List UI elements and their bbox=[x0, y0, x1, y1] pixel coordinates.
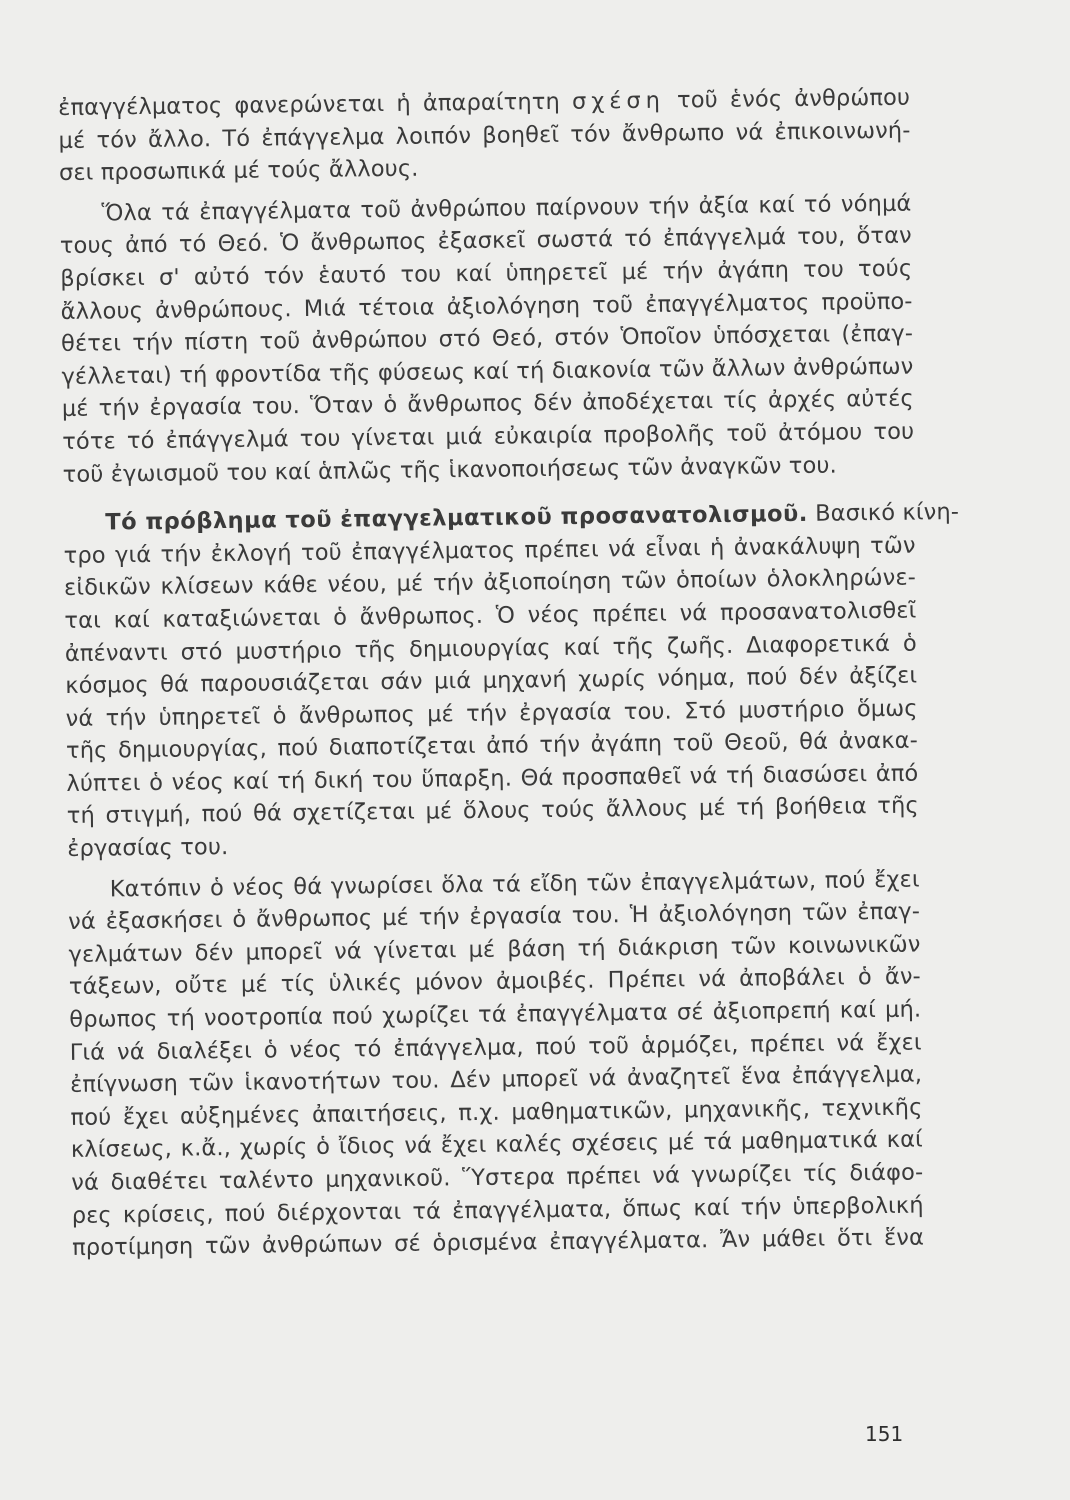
text-line: τότε τό ἐπάγγελμά του γίνεται μιά εὐκαιρία προβολῆς τοῦ ἀτόμου του bbox=[62, 418, 915, 455]
text-line: τάξεων, οὔτε μέ τίς ὑλικές μόνον ἀμοιβές. Πρέπει νά ἀποβάλει ὁ ἄν- bbox=[68, 963, 922, 1001]
text-line: νά τήν ὑπηρετεῖ ὁ ἄνθρωπος μέ τήν ἐργασία του. Στό μυστήριο ὅμως bbox=[65, 695, 918, 732]
text-line: βρίσκει σ' αὐτό τόν ἑαυτό του καί ὑπηρετεῖ μέ τήν ἀγάπη του τούς bbox=[60, 255, 913, 292]
text-line: τρο γιά τήν ἐκλογή τοῦ ἐπαγγέλματος πρέπει νά εἶναι ἡ ἀνακάλυψη τῶν bbox=[63, 532, 916, 569]
text-line: νά ἐξασκήσει ὁ ἄνθρωπος μέ τήν ἐργασία του. Ἡ ἀξιολόγηση τῶν ἐπαγ- bbox=[67, 898, 921, 936]
text-line: ἐπαγγέλματος φανερώνεται ἡ ἀπαραίτητη σχέση τοῦ ἑνός ἀνθρώπου bbox=[58, 84, 911, 121]
text-line: πού ἔχει αὐξημένες ἀπαιτήσεις, π.χ. μαθηματικῶν, μηχανικῆς, τεχνικῆς bbox=[70, 1094, 923, 1131]
text-line: νά διαθέτει ταλέντο μηχανικοῦ. Ὕστερα πρέπει νά γνωρίζει τίς διάφο- bbox=[71, 1159, 924, 1196]
text-line: εἰδικῶν κλίσεων κάθε νέου, μέ τήν ἀξιοποίηση τῶν ὁποίων ὁλοκληρώνε- bbox=[63, 564, 917, 602]
text-line: Γιά νά διαλέξει ὁ νέος τό ἐπάγγελμα, πού τοῦ ἁρμόζει, πρέπει νά ἔχει bbox=[69, 1029, 922, 1066]
text-line: Ὅλα τά ἐπαγγέλματα τοῦ ἀνθρώπου παίρνουν τήν ἀξία καί τό νόημά bbox=[101, 190, 912, 227]
text-line: ρες κρίσεις, πού διέρχονται τά ἐπαγγέλματα, ὅπως καί τήν ὑπερβολική bbox=[71, 1192, 924, 1229]
page-number: 151 bbox=[865, 1422, 904, 1446]
text-line: θρωπος τή νοοτροπία πού χωρίζει τά ἐπαγγέλματα σέ ἀξιοπρεπή καί μή. bbox=[69, 996, 922, 1033]
text-line: τους ἀπό τό Θεό. Ὁ ἄνθρωπος ἐξασκεῖ σωστά τό ἐπάγγελμά του, ὅταν bbox=[59, 222, 912, 260]
text-line: ἀπέναντι στό μυστήριο τῆς δημιουργίας καί τῆς ζωῆς. Διαφορετικά ὁ bbox=[64, 630, 917, 667]
text-line: σει προσωπικά μέ τούς ἄλλους. bbox=[58, 155, 419, 187]
text-line: ἐπίγνωση τῶν ἱκανοτήτων του. Δέν μπορεῖ νά ἀναζητεῖ ἕνα ἐπάγγελμα, bbox=[69, 1061, 923, 1099]
text-line: ται καί καταξιώνεται ὁ ἄνθρωπος. Ὁ νέος πρέπει νά προσανατολισθεῖ bbox=[64, 597, 917, 634]
text-line: προτίμηση τῶν ἀνθρώπων σέ ὁρισμένα ἐπαγγέλματα. Ἄν μάθει ὅτι ἕνα bbox=[71, 1224, 925, 1262]
text-line: γελμάτων δέν μπορεῖ νά γίνεται μέ βάση τή διάκριση τῶν κοινωνικῶν bbox=[68, 931, 921, 968]
text-line: ἐργασίας του. bbox=[67, 834, 229, 863]
text-line: μέ τόν ἄλλο. Τό ἐπάγγελμα λοιπόν βοηθεῖ τόν ἄνθρωπο νά ἐπικοινωνή- bbox=[58, 117, 911, 154]
text-line: τοῦ ἐγωισμοῦ του καί ἁπλῶς τῆς ἱκανοποιήσεως τῶν ἀναγκῶν του. bbox=[62, 452, 838, 488]
text-line: Τό πρόβλημα τοῦ ἐπαγγελματικοῦ προσανατολισμοῦ. Βασικό κίνη- bbox=[105, 499, 960, 536]
text-line: τή στιγμή, πού θά σχετίζεται μέ ὅλους τούς ἄλλους μέ τή βοήθεια τῆς bbox=[66, 793, 919, 830]
text-line: γέλλεται) τή φροντίδα τῆς φύσεως καί τή διακονία τῶν ἄλλων ἀνθρώπων bbox=[61, 353, 914, 390]
text-line: θέτει τήν πίστη τοῦ ἀνθρώπου στό Θεό, στόν Ὁποῖον ὑπόσχεται (ἐπαγ- bbox=[60, 320, 914, 358]
text-line: μέ τήν ἐργασία του. Ὅταν ὁ ἄνθρωπος δέν ἀποδέχεται τίς ἀρχές αὐτές bbox=[61, 385, 914, 423]
text-line: κλίσεως, κ.ἄ., χωρίς ὁ ἴδιος νά ἔχει καλές σχέσεις μέ τά μαθηματικά καί bbox=[70, 1126, 924, 1164]
text-line: Κατόπιν ὁ νέος θά γνωρίσει ὅλα τά εἴδη τῶν ἐπαγγελμάτων, πού ἔχει bbox=[109, 866, 920, 903]
text-line: ἄλλους ἀνθρώπους. Μιά τέτοια ἀξιολόγηση τοῦ ἐπαγγέλματος προϋπο- bbox=[60, 288, 913, 325]
text-line: κόσμος θά παρουσιάζεται σάν μιά μηχανή χωρίς νόημα, πού δέν ἀξίζει bbox=[65, 662, 918, 700]
section-heading: Τό πρόβλημα τοῦ ἐπαγγελματικοῦ προσανατολισμοῦ. bbox=[105, 500, 808, 536]
emphasized-word: σχέση bbox=[571, 87, 666, 115]
text-line: τῆς δημιουργίας, πού διαποτίζεται ἀπό τήν ἀγάπη τοῦ Θεοῦ, θά ἀνακα- bbox=[65, 727, 919, 765]
text-line: λύπτει ὁ νέος καί τή δική του ὕπαρξη. Θά προσπαθεῖ νά τή διασώσει ἀπό bbox=[66, 760, 919, 797]
book-page-text bbox=[58, 82, 960, 1265]
